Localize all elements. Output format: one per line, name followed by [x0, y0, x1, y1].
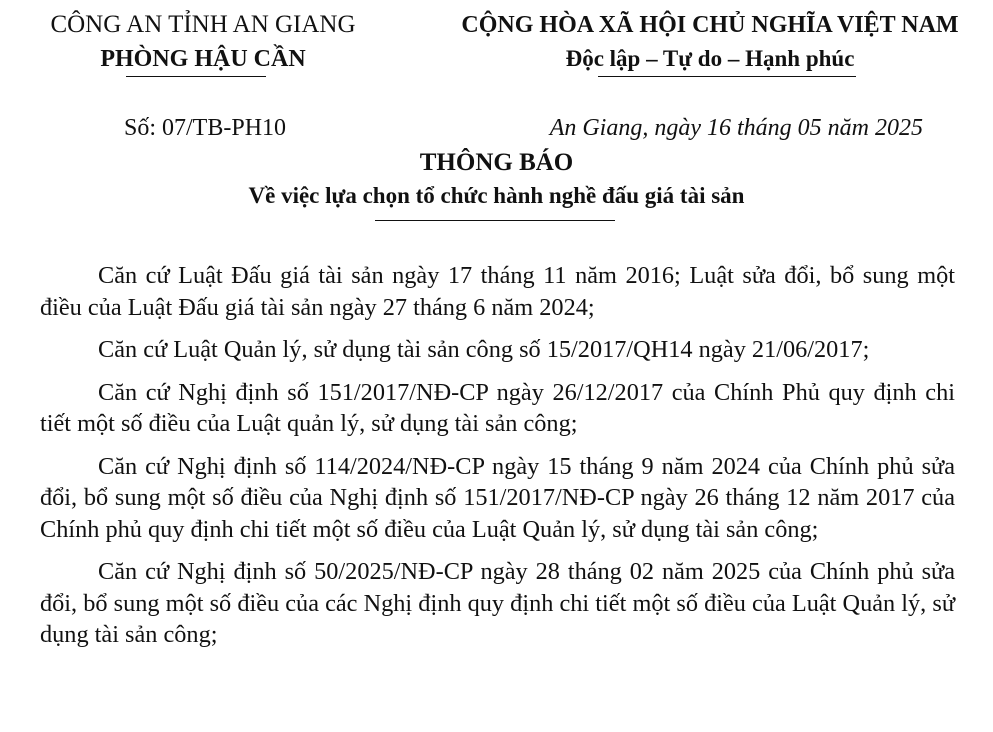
document-body — [40, 260, 955, 662]
legal-basis-paragraph: Căn cứ Nghị định số 151/2017/NĐ-CP ngày 26/12/2017 của Chính Phủ quy định chi tiết một số điều của Luật quản lý, sử dụng tài sản công; — [40, 378, 955, 437]
place-and-date: An Giang, ngày 16 tháng 05 năm 2025 — [549, 115, 923, 141]
issuer-block — [20, 8, 386, 76]
issuer-underline — [126, 76, 266, 77]
document-number: Số: 07/TB-PH10 — [124, 115, 287, 141]
issuing-department: PHÒNG HẬU CẦN — [100, 46, 306, 72]
subject-underline — [375, 220, 615, 221]
motto-underline — [598, 76, 856, 77]
country-name: CỘNG HÒA XÃ HỘI CHỦ NGHĨA VIỆT NAM — [461, 12, 959, 38]
legal-basis-paragraph: Căn cứ Nghị định số 114/2024/NĐ-CP ngày 15 tháng 9 năm 2024 của Chính phủ sửa đổi, bổ sung một số điều của Nghị định số 151/2017/NĐ-CP ngày 26 tháng 12 năm 2017 của Chính phủ quy định chi tiết một số điều của Luật Quản lý, sử dụng tài sản công; — [40, 452, 955, 543]
legal-basis-paragraph: Căn cứ Luật Quản lý, sử dụng tài sản công số 15/2017/QH14 ngày 21/06/2017; — [98, 336, 870, 363]
national-motto: Độc lập – Tự do – Hạnh phúc — [565, 46, 855, 71]
document-type: THÔNG BÁO — [419, 149, 574, 176]
document-subject: Về việc lựa chọn tổ chức hành nghề đấu giá tài sản — [248, 183, 745, 208]
legal-basis-paragraph: Căn cứ Nghị định số 50/2025/NĐ-CP ngày 28 tháng 02 năm 2025 của Chính phủ sửa đổi, bổ sung một số điều của các Nghị định quy định chi tiết một số điều của Luật Quản lý, sử dụng tài sản công; — [40, 558, 955, 648]
national-heading — [430, 8, 990, 76]
issuing-agency: CÔNG AN TỈNH AN GIANG — [50, 11, 356, 38]
legal-basis-paragraph: Căn cứ Luật Đấu giá tài sản ngày 17 tháng 11 năm 2016; Luật sửa đổi, bổ sung một điều của Luật Đấu giá tài sản ngày 27 tháng 6 năm 2024; — [40, 262, 955, 321]
